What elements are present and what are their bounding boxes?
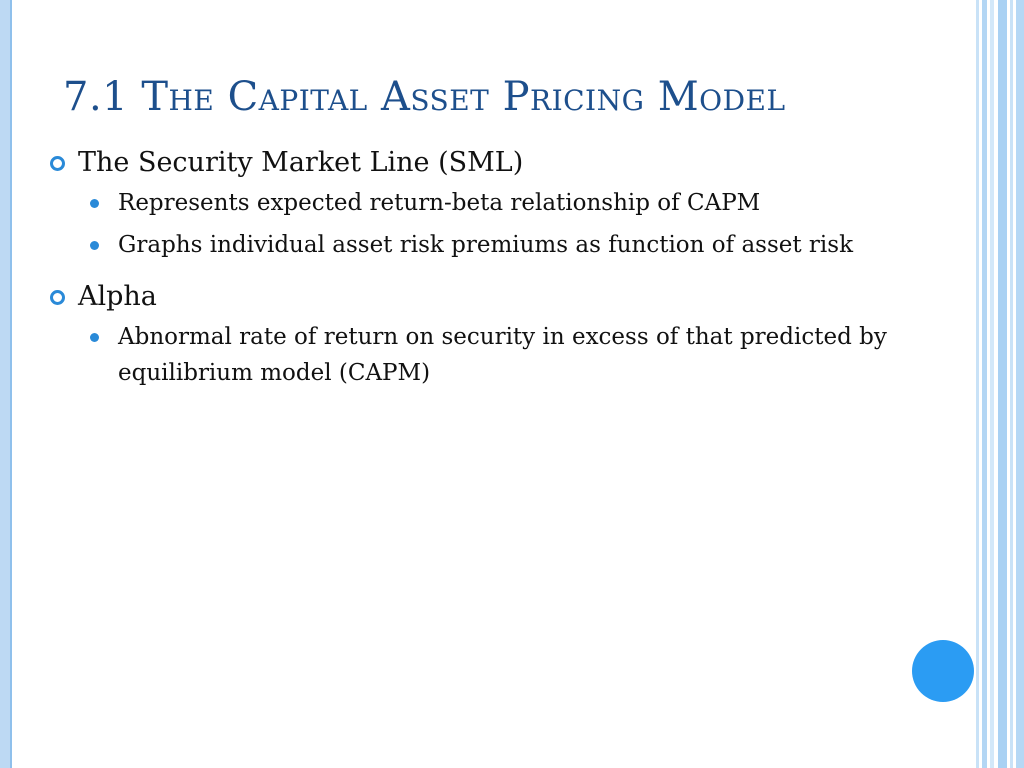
sub-bullet-item — [48, 185, 948, 221]
slide-title: 7.1 The Capital Asset Pricing Model — [63, 74, 786, 120]
stripe — [976, 0, 979, 768]
sub-bullet-item — [48, 227, 948, 263]
ring-bullet-icon — [50, 156, 65, 171]
stripe — [990, 0, 994, 768]
sub-bullet-text: Abnormal rate of return on security in excess of that predicted by equilibrium model (CAPM) — [118, 324, 887, 386]
slide-content — [48, 143, 948, 397]
left-border-decoration — [0, 0, 10, 768]
dot-bullet-icon — [90, 199, 99, 208]
bullet-text: The Security Market Line (SML) — [78, 147, 524, 178]
bullet-text: Alpha — [78, 281, 157, 312]
ring-bullet-icon — [50, 290, 65, 305]
stripe — [982, 0, 987, 768]
dot-bullet-icon — [90, 241, 99, 250]
left-border-line — [10, 0, 12, 768]
accent-circle-icon — [912, 640, 974, 702]
dot-bullet-icon — [90, 333, 99, 342]
bullet-item-alpha — [48, 277, 948, 317]
stripe — [998, 0, 1007, 768]
sub-bullet-item — [48, 319, 948, 391]
sub-bullet-text: Represents expected return-beta relationship of CAPM — [118, 190, 761, 216]
sub-bullet-text: Graphs individual asset risk premiums as function of asset risk — [118, 232, 854, 258]
stripe — [1016, 0, 1024, 768]
stripe — [1010, 0, 1013, 768]
bullet-item-sml — [48, 143, 948, 183]
right-stripe-decoration — [976, 0, 1024, 768]
